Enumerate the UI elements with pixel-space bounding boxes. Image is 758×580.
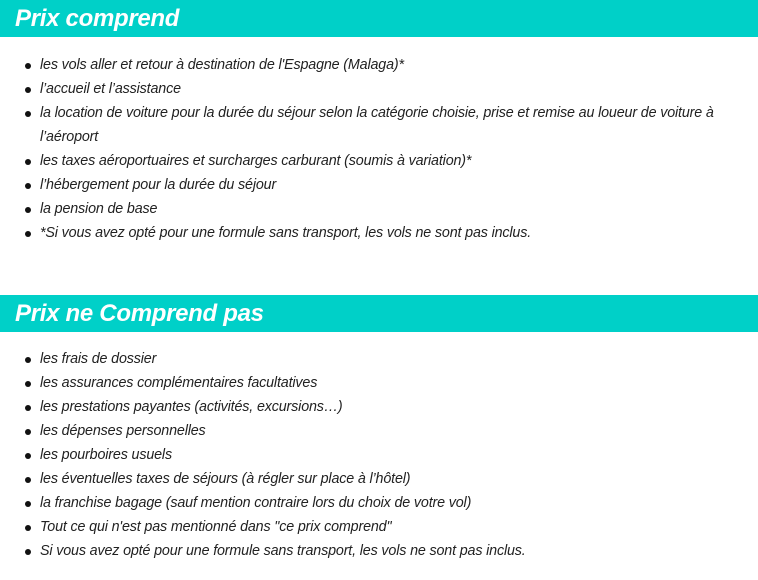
bullet-icon [25,87,31,93]
bullet-icon [25,549,31,555]
bullet-icon [25,477,31,483]
list-item-text: les assurances complémentaires facultatives [40,375,318,391]
list-item-text: la location de voiture pour la durée du séjour selon la catégorie choisie, prise et remise au loueur de voiture à l’aéroport [40,105,714,145]
list-item [0,371,758,395]
list-item-text: les frais de dossier [40,351,157,367]
list-item-text: l’accueil et l’assistance [40,81,181,97]
list-item [0,53,758,77]
list-item-text: les prestations payantes (activités, excursions…) [40,399,343,415]
list-item-text: Si vous avez opté pour une formule sans transport, les vols ne sont pas inclus. [40,543,526,559]
bullet-icon [25,381,31,387]
bullet-icon [25,429,31,435]
bullet-icon [25,183,31,189]
list-item [0,77,758,101]
bullet-icon [25,501,31,507]
bullet-icon [25,525,31,531]
list-item-text: les dépenses personnelles [40,423,206,439]
list-item-text: les vols aller et retour à destination de l'Espagne (Malaga)* [40,57,404,73]
list-item [0,101,758,149]
bullet-icon [25,63,31,69]
list-item-text: la franchise bagage (sauf mention contraire lors du choix de votre vol) [40,495,472,511]
list-item [0,467,758,491]
included-list [0,53,758,245]
excluded-section-title: Prix ne Comprend pas [0,295,758,332]
list-item-text: *Si vous avez opté pour une formule sans transport, les vols ne sont pas inclus. [40,225,532,241]
list-item-text: les taxes aéroportuaires et surcharges carburant (soumis à variation)* [40,153,472,169]
list-item [0,221,758,245]
bullet-icon [25,159,31,165]
bullet-icon [25,453,31,459]
list-item-text: les pourboires usuels [40,447,172,463]
list-item [0,443,758,467]
list-item [0,515,758,539]
list-item [0,395,758,419]
list-item [0,491,758,515]
list-item [0,347,758,371]
list-item-text: la pension de base [40,201,158,217]
list-item-text: Tout ce qui n'est pas mentionné dans "ce prix comprend" [40,519,392,535]
list-item [0,419,758,443]
bullet-icon [25,207,31,213]
list-item-text: les éventuelles taxes de séjours (à régler sur place à l’hôtel) [40,471,411,487]
bullet-icon [25,405,31,411]
list-item [0,197,758,221]
list-item-text: l’hébergement pour la durée du séjour [40,177,277,193]
bullet-icon [25,111,31,117]
list-item [0,539,758,563]
bullet-icon [25,357,31,363]
list-item [0,173,758,197]
list-item [0,149,758,173]
included-section-title: Prix comprend [0,0,758,37]
bullet-icon [25,231,31,237]
excluded-list [0,347,758,563]
